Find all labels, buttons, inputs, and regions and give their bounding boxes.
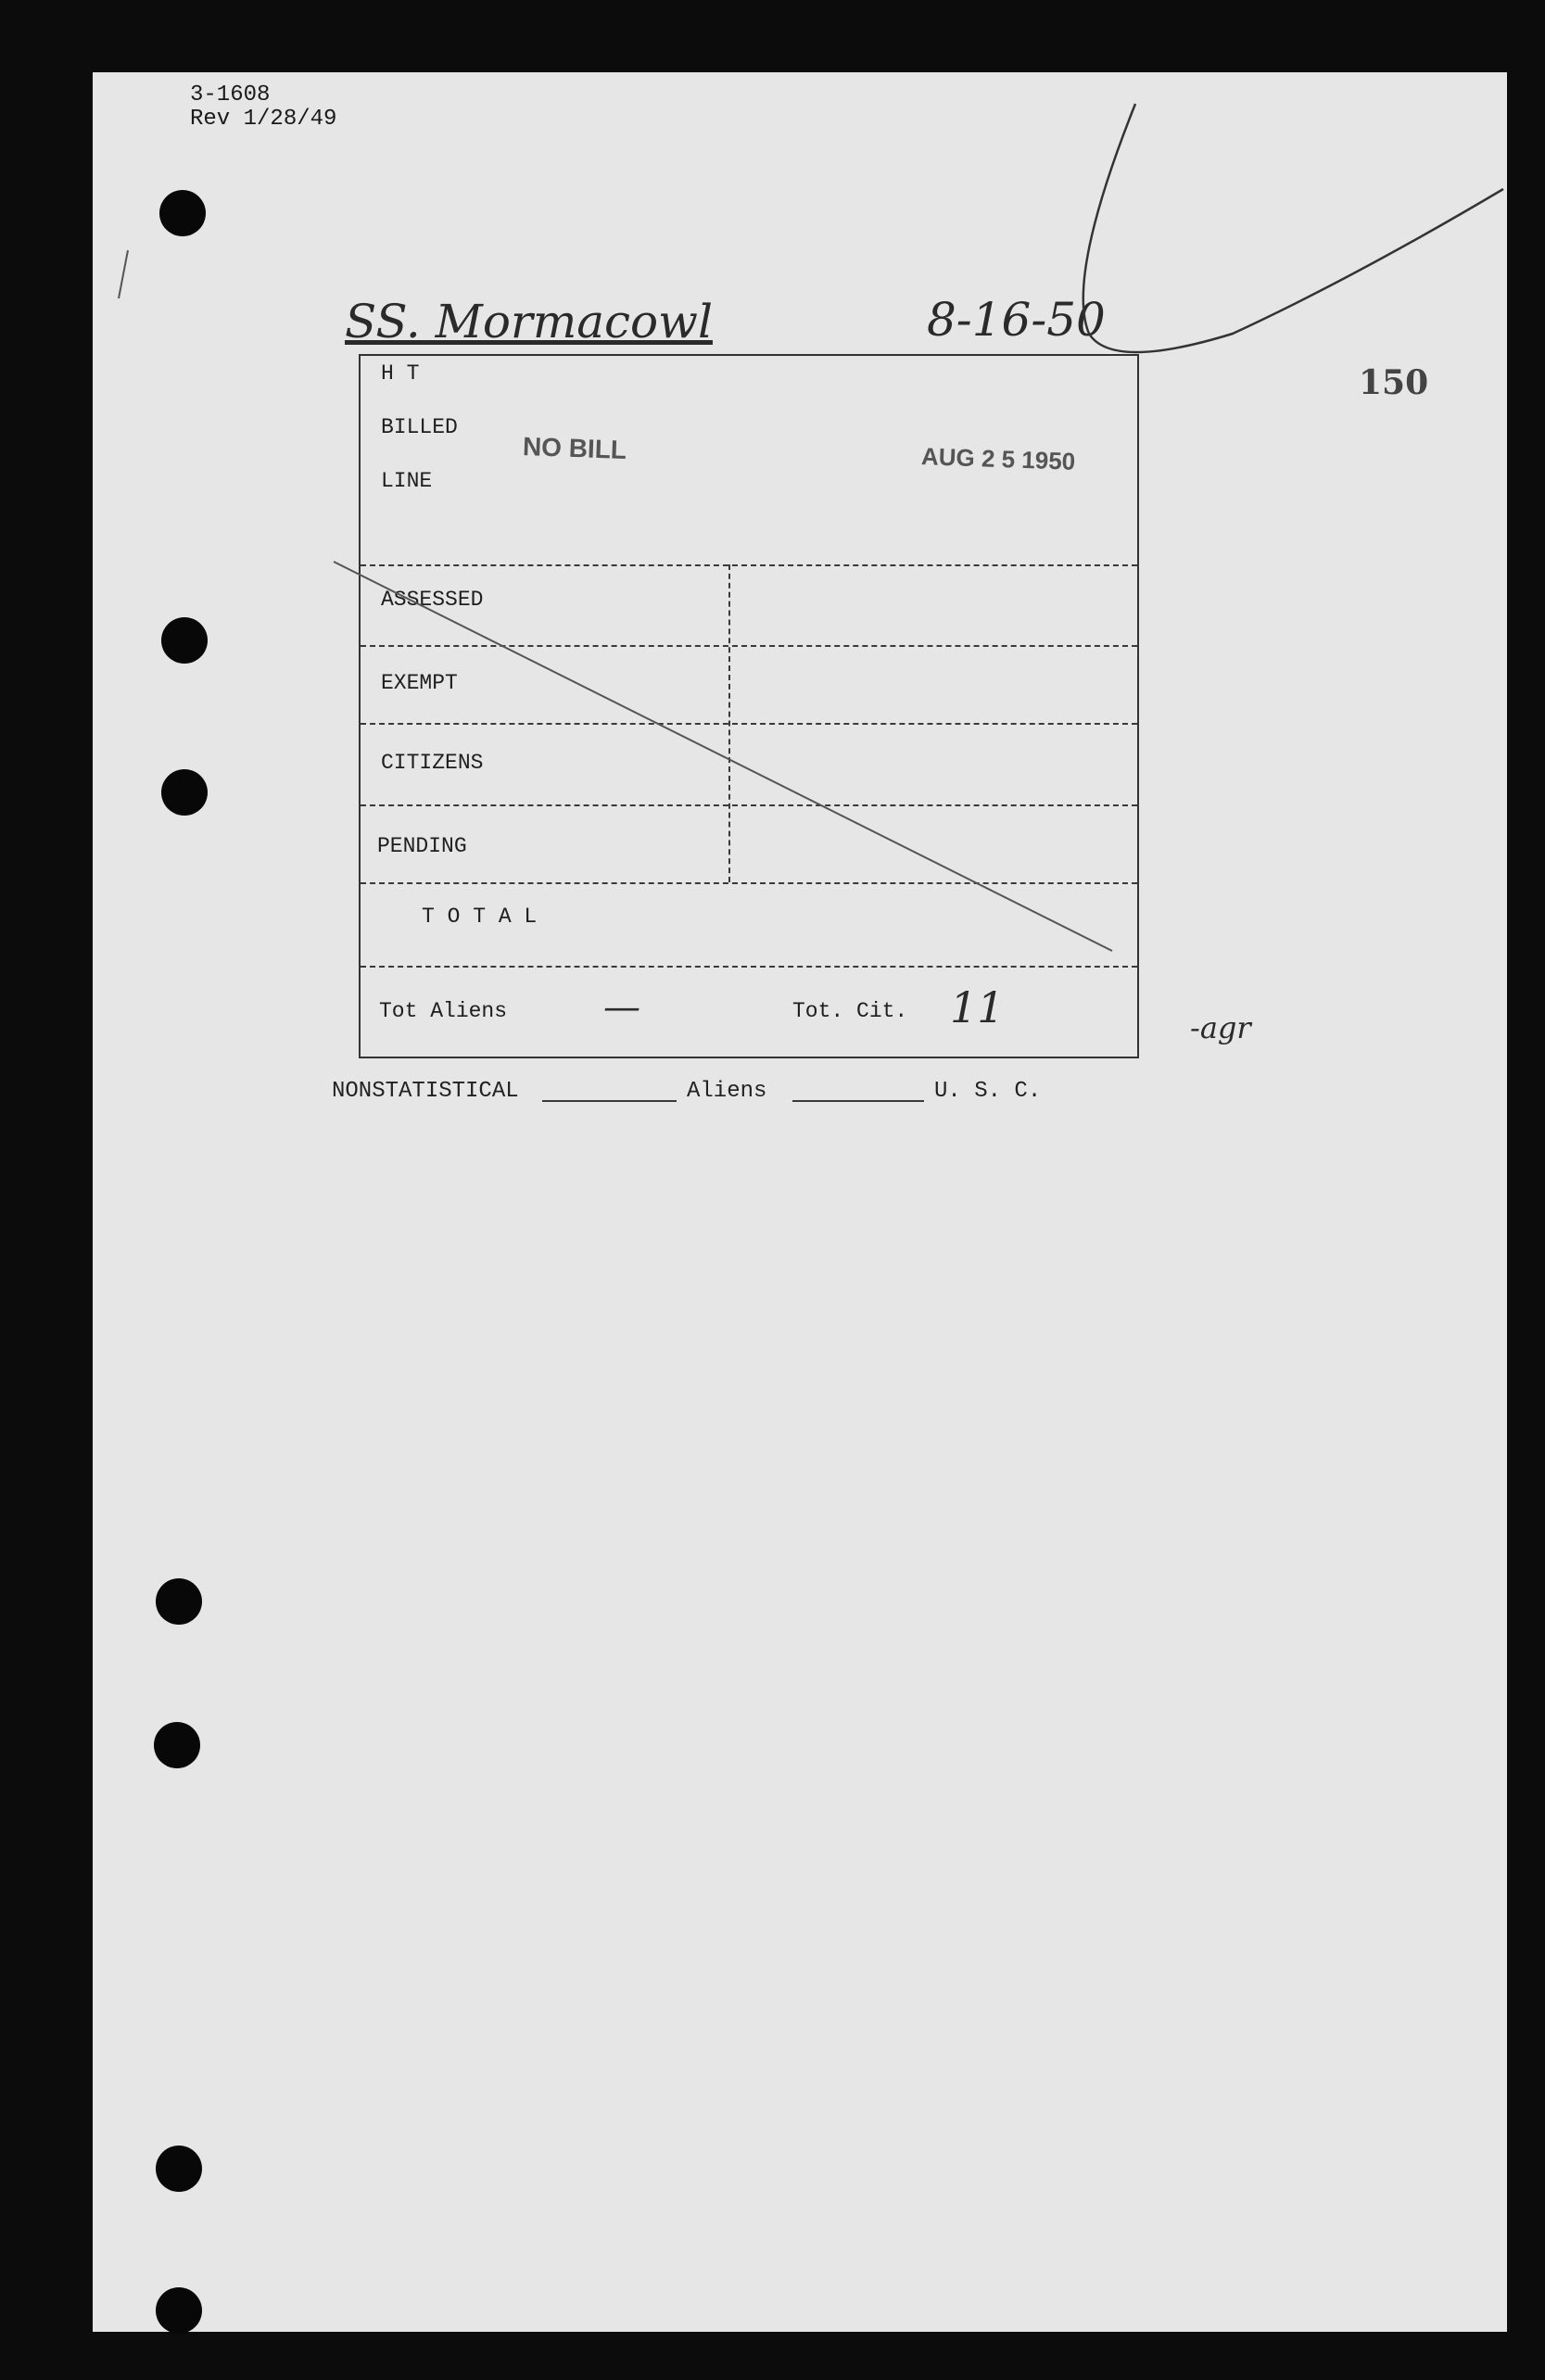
date-stamp: AUG 2 5 1950 bbox=[920, 442, 1076, 475]
initials: -agr bbox=[1190, 1010, 1251, 1045]
pencil-curve bbox=[1083, 104, 1503, 352]
form-revision: Rev 1/28/49 bbox=[190, 107, 337, 132]
citizens-label: CITIZENS bbox=[381, 751, 484, 775]
exempt-label: EXEMPT bbox=[381, 671, 458, 695]
ht-label: H T bbox=[381, 361, 420, 386]
no-bill-stamp: NO BILL bbox=[522, 432, 627, 464]
pencil-diagonal bbox=[334, 562, 1112, 951]
billed-label: BILLED bbox=[381, 415, 458, 439]
usc-label: U. S. C. bbox=[934, 1079, 1042, 1104]
pencil-tick bbox=[119, 250, 128, 298]
ship-name: SS. Mormacowl bbox=[345, 295, 713, 348]
form-number: 3-1608 bbox=[190, 82, 271, 108]
tot-aliens-value: — bbox=[603, 986, 640, 1029]
aliens-label: Aliens bbox=[687, 1079, 767, 1104]
assessed-label: ASSESSED bbox=[381, 588, 484, 612]
arrival-date: 8-16-50 bbox=[927, 293, 1106, 347]
total-label: T O T A L bbox=[422, 905, 538, 929]
tot-cit-label: Tot. Cit. bbox=[792, 999, 908, 1023]
tot-cit-value: 11 bbox=[950, 982, 1005, 1032]
tot-aliens-label: Tot Aliens bbox=[379, 999, 508, 1023]
page-number: 150 bbox=[1359, 363, 1429, 402]
nonstatistical-label: NONSTATISTICAL bbox=[332, 1079, 519, 1104]
pending-label: PENDING bbox=[377, 834, 467, 858]
line-label: LINE bbox=[381, 469, 433, 493]
